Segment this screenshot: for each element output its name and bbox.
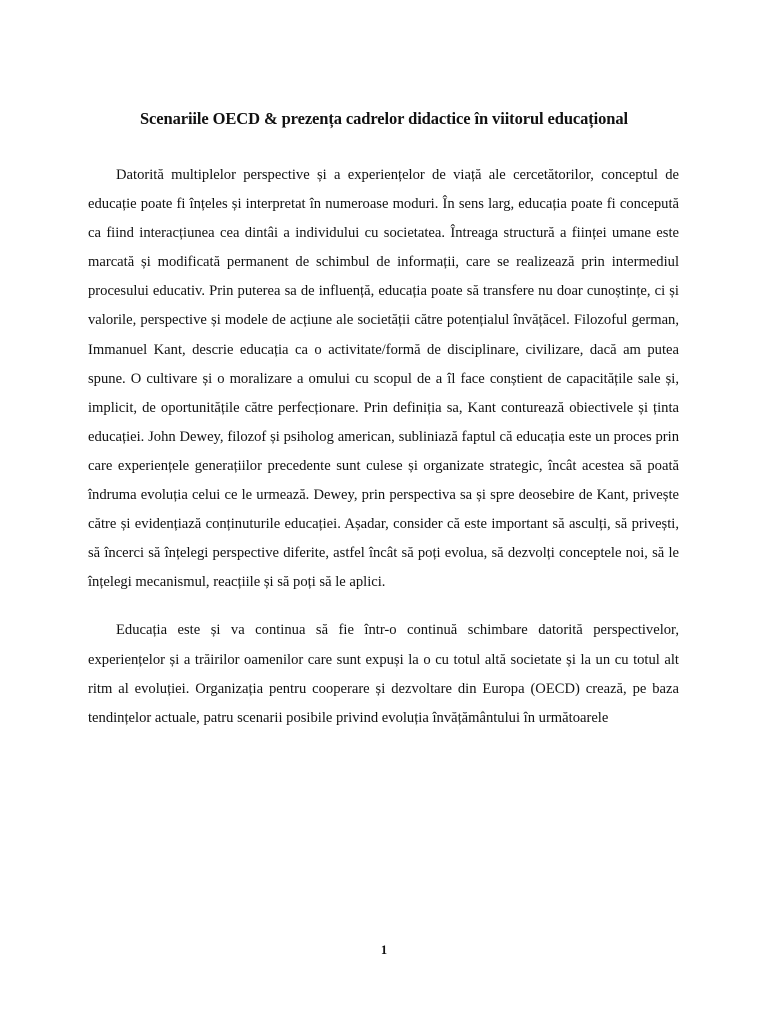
document-body xyxy=(88,161,679,733)
paragraph-1: Datorită multiplelor perspective și a experiențelor de viață ale cercetătorilor, conceptul de educație poate fi înțeles și interpretat în numeroase moduri. În sens larg, educația poate fi concepută ca fiind interacțiunea cea dintâi a individului cu societatea. Întreaga structură a ființei umane este marcată și modificată permanent de schimbul de informații, care se realizează prin intermediul procesului educativ. Prin puterea sa de influență, educația poate să transfere nu doar cunoștințe, ci și valorile, perspective și modele de acțiune ale societății către potențialul învățăcel. Filozoful german, Immanuel Kant, descrie educația ca o activitate/formă de disciplinare, civilizare, dacă am putea spune. O cultivare și o moralizare a omului cu scopul de a îl face conștient de capacitățile sale și, implicit, de oportunitățile către perfecționare. Prin definiția sa, Kant conturează obiectivele și ținta educației. John Dewey, filozof și psiholog american, subliniază faptul că educația este un proces prin care experiențele generațiilor precedente sunt culese și organizate strategic, încât acestea să poată îndruma evoluția celui ce le urmează. Dewey, prin perspectiva sa și spre deosebire de Kant, privește către și evidențiază conținuturile educației. Așadar, consider că este important să asculți, să privești, să încerci să înțelegi perspective diferite, astfel încât să poți evolua, să dezvolți conceptele noi, să le înțelegi mecanismul, reacțiile și să poți să le aplici. xyxy=(88,167,679,591)
page-number: 1 xyxy=(380,943,388,957)
document-title: Scenariile OECD & prezența cadrelor didactice în viitorul educațional xyxy=(139,109,629,128)
paragraph-2: Educația este și va continua să fie într-o continuă schimbare datorită perspectivelor, experiențelor și a trăirilor oamenilor care sunt expuși la o cu totul altă societate și la un cu totul alt ritm al evoluției. Organizația pentru cooperare și dezvoltare din Europa (OECD) crează, pe baza tendințelor actuale, patru scenarii posibile privind evoluția învățământului în următoarele xyxy=(88,622,679,726)
